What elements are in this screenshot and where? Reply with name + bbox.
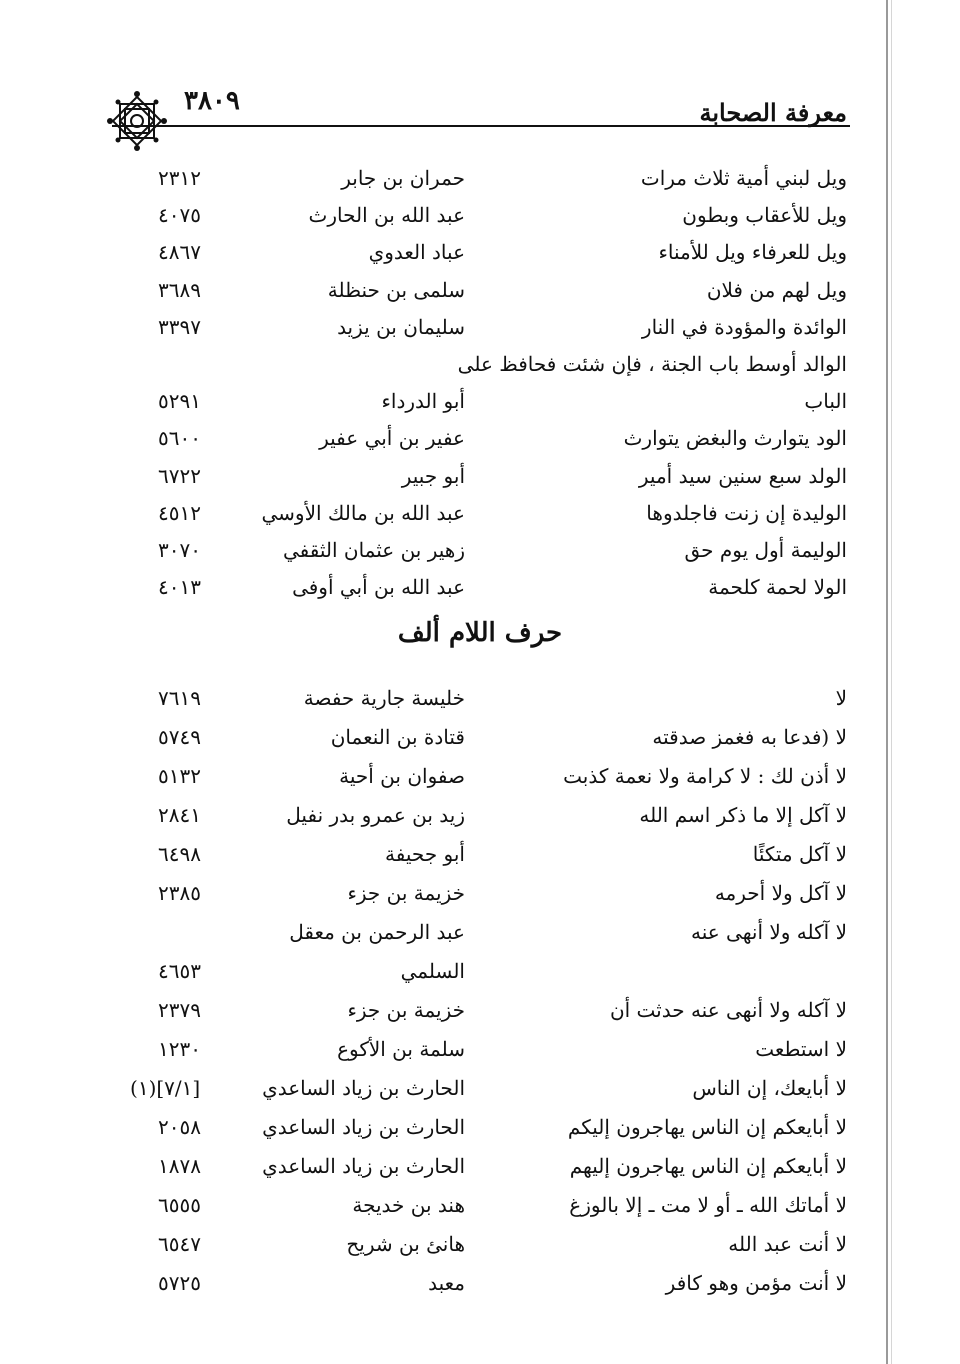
- reference-number: ٤٦٥٣: [158, 959, 201, 983]
- hadith-text: الوالد أوسط باب الجنة ، فإن شئت فحافظ على: [457, 351, 847, 376]
- narrator-name: عبد الله بن أبي أوفى: [292, 575, 465, 600]
- reference-number: ٣٠٧٠: [158, 537, 201, 562]
- index-row: [0, 495, 960, 532]
- index-row: [0, 875, 960, 914]
- index-row: [0, 383, 960, 420]
- narrator-name: صفوان بن أحية: [339, 764, 465, 788]
- hadith-text: الوليمة أول يوم حق: [684, 537, 847, 562]
- narrator-name: خزيمة بن جزء: [347, 998, 465, 1022]
- narrator-name: هانئ بن شريح: [346, 1232, 465, 1256]
- reference-number: ١٨٧٨: [158, 1154, 201, 1178]
- reference-number: ٣٦٨٩: [158, 277, 201, 302]
- narrator-name: عبد الله بن مالك الأوسي: [261, 500, 465, 525]
- reference-number: ٦٥٥٥: [158, 1193, 201, 1217]
- narrator-name: السلمي: [400, 959, 465, 983]
- index-row: [0, 1109, 960, 1148]
- reference-number: ٢٨٤١: [158, 803, 201, 827]
- reference-number: ٣٣٩٧: [158, 314, 201, 339]
- index-row: [0, 420, 960, 457]
- hadith-text: الوليدة إن زنت فاجلدوها: [646, 500, 847, 525]
- narrator-name: سلمة بن الأكوع: [337, 1037, 465, 1061]
- index-row: [0, 532, 960, 569]
- index-row: [0, 953, 960, 992]
- reference-number: ٤٠١٣: [158, 575, 201, 600]
- narrator-name: عبد الرحمن بن معقل: [289, 920, 465, 944]
- hadith-text: لا استطعت: [755, 1037, 847, 1061]
- narrator-name: قتادة بن النعمان: [330, 725, 465, 749]
- index-row: [0, 272, 960, 309]
- hadith-text: الباب: [804, 389, 847, 414]
- reference-number: ٥٧٢٥: [158, 1271, 201, 1295]
- reference-number: ٥٢٩١: [158, 389, 201, 414]
- index-section-waw: [0, 160, 960, 606]
- reference-number: ٤٠٧٥: [158, 203, 201, 228]
- hadith-text: الولا لحمة كلحمة: [708, 575, 847, 600]
- index-row: [0, 680, 960, 719]
- narrator-name: زهير بن عثمان الثقفي: [282, 537, 465, 562]
- index-row: [0, 992, 960, 1031]
- index-row: [0, 160, 960, 197]
- reference-number: ٦٤٩٨: [158, 842, 201, 866]
- narrator-name: حمران بن جابر: [341, 166, 465, 190]
- narrator-name: زيد بن عمرو بدر نفيل: [286, 803, 465, 827]
- page-number: ٣٨٠٩: [184, 86, 240, 116]
- index-section-lam-alif: [0, 680, 960, 1304]
- index-row: [0, 1187, 960, 1226]
- header-rule: [112, 125, 850, 127]
- hadith-text: لا آكله ولا أنهى عنه حدثت أن: [609, 998, 847, 1022]
- index-row: [0, 1070, 960, 1109]
- narrator-name: عفير بن أبي عفير: [319, 426, 465, 451]
- index-row: [0, 346, 960, 383]
- hadith-text: لا أماتك الله ـ أو لا مت ـ إلا بالوزغ: [569, 1193, 847, 1217]
- narrator-name: هند بن خديجة: [352, 1193, 465, 1217]
- index-row: [0, 234, 960, 271]
- narrator-name: أبو الدرداء: [381, 389, 465, 414]
- hadith-text: الود يتوارث والبغض يتوارث: [623, 426, 847, 451]
- hadith-text: لا أبايعكم إن الناس يهاجرون إليهم: [569, 1154, 847, 1178]
- index-row: [0, 719, 960, 758]
- narrator-name: أبو جحيفة: [385, 842, 465, 866]
- hadith-text: لا آكل إلا ما ذكر اسم الله: [639, 803, 847, 827]
- index-row: [0, 197, 960, 234]
- narrator-name: الحارث بن زياد الساعدي: [262, 1076, 465, 1100]
- index-row: [0, 569, 960, 606]
- hadith-text: لا أبايعكم إن الناس يهاجرون إليكم: [567, 1115, 847, 1139]
- index-row: [0, 1148, 960, 1187]
- hadith-text: ويل للأعقاب وبطون: [682, 203, 847, 228]
- reference-number: ٤٨٦٧: [158, 240, 201, 265]
- narrator-name: سلمى بن حنظلة: [327, 277, 465, 302]
- narrator-name: معبد: [428, 1271, 465, 1295]
- narrator-name: أبو جبير: [401, 463, 465, 488]
- hadith-text: ويل لهم من فلان: [706, 277, 847, 302]
- narrator-name: عبد الله بن الحارث: [308, 203, 465, 228]
- narrator-name: عباد العدوي: [368, 240, 465, 265]
- section-heading: حرف اللام ألف: [397, 618, 563, 648]
- running-header-title: معرفة الصحابة: [699, 98, 847, 127]
- reference-number: ٢٣١٢: [158, 166, 201, 190]
- narrator-name: خزيمة بن جزء: [347, 881, 465, 905]
- hadith-text: ويل للعرفاء ويل للأمناء: [658, 240, 847, 265]
- reference-number: ٥٧٤٩: [158, 725, 201, 749]
- reference-number: ٢٣٨٥: [158, 881, 201, 905]
- hadith-text: لا أنت عبد الله: [728, 1232, 847, 1256]
- reference-number: (١)[٧/١]: [130, 1076, 201, 1100]
- reference-number: ٥٦٠٠: [158, 426, 201, 451]
- reference-number: ٢٠٥٨: [158, 1115, 201, 1139]
- reference-number: ٤٥١٢: [158, 500, 201, 525]
- hadith-text: لا آكله ولا أنهى عنه: [690, 920, 847, 944]
- index-row: [0, 1031, 960, 1070]
- hadith-text: لا أنت مؤمن وهو كافر: [665, 1271, 847, 1295]
- index-row: [0, 309, 960, 346]
- narrator-name: سليمان بن يزيد: [337, 314, 465, 339]
- index-row: [0, 458, 960, 495]
- hadith-text: لا: [835, 686, 847, 710]
- reference-number: ٢٣٧٩: [158, 998, 201, 1022]
- narrator-name: الحارث بن زياد الساعدي: [262, 1154, 465, 1178]
- reference-number: ٥١٣٢: [158, 764, 201, 788]
- hadith-text: لا (فدعا به فغمز صدقته: [652, 725, 847, 749]
- decorative-star-ornament-icon: [106, 90, 168, 152]
- hadith-text: لا أذن لك : لا كرامة ولا نعمة كذبت: [563, 764, 847, 788]
- index-row: [0, 914, 960, 953]
- narrator-name: الحارث بن زياد الساعدي: [262, 1115, 465, 1139]
- hadith-text: لا أبايعك، إن الناس: [692, 1076, 847, 1100]
- reference-number: ٦٧٢٢: [158, 463, 201, 488]
- index-row: [0, 1226, 960, 1265]
- hadith-text: لا آكل ولا أحرمه: [714, 881, 847, 905]
- hadith-text: الولد سبع سنين سيد أمير: [638, 463, 847, 488]
- index-row: [0, 758, 960, 797]
- reference-number: ٦٥٤٧: [158, 1232, 201, 1256]
- reference-number: ٧٦١٩: [158, 686, 201, 710]
- reference-number: ١٢٣٠: [158, 1037, 201, 1061]
- index-row: [0, 836, 960, 875]
- index-row: [0, 1265, 960, 1304]
- hadith-text: لا آكل متكئًا: [752, 842, 847, 866]
- narrator-name: خليسة جارية حفصة: [303, 686, 465, 710]
- index-row: [0, 797, 960, 836]
- hadith-text: ويل لبني أمية ثلاث مرات: [640, 166, 847, 190]
- hadith-text: الوائدة والمؤودة في النار: [641, 314, 847, 339]
